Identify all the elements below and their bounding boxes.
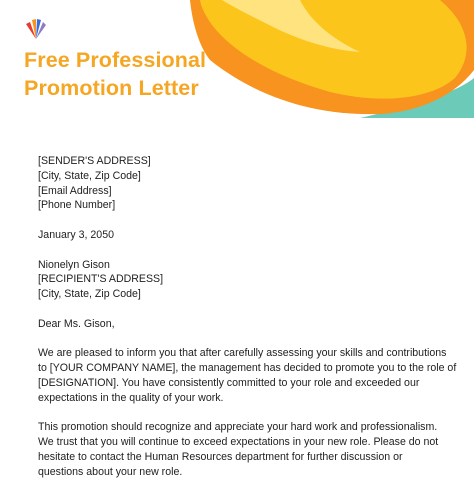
paragraph-1-line-1: We are pleased to inform you that after carefully assessing your skills and contributions <box>38 347 447 360</box>
sender-email: [Email Address] <box>38 184 112 197</box>
paragraph-2-line-1: This promotion should recognize and appreciate your hard work and professionalism. <box>38 421 438 434</box>
paragraph-2 <box>38 420 458 479</box>
sender-address-block <box>38 154 458 213</box>
letter-date <box>38 228 458 243</box>
paragraph-2-line-3: hesitate to contact the Human Resources department for further discussion or <box>38 450 403 463</box>
fan-logo-icon <box>24 18 48 40</box>
title-line-2: Promotion Letter <box>24 76 199 100</box>
page-title <box>24 46 206 102</box>
paragraph-2-line-4: questions about your new role. <box>38 465 183 478</box>
paragraph-1-line-3: [DESIGNATION]. You have consistently committed to your role and exceeded our <box>38 376 420 389</box>
salutation <box>38 317 458 332</box>
date-text: January 3, 2050 <box>38 228 114 241</box>
recipient-name: Nionelyn Gison <box>38 258 110 271</box>
salutation-text: Dear Ms. Gison, <box>38 317 115 330</box>
letter-body <box>38 154 458 494</box>
sender-address: [SENDER'S ADDRESS] <box>38 155 151 167</box>
recipient-address: [RECIPIENT'S ADDRESS] <box>38 273 164 286</box>
paragraph-1-line-4: expectations in the quality of your work. <box>38 391 224 404</box>
yellow-wave <box>200 0 467 99</box>
paragraph-2-line-2: We trust that you will continue to exceed expectations in your new role. Please do not <box>38 436 439 449</box>
recipient-city-state-zip: [City, State, Zip Code] <box>38 288 141 301</box>
title-line-1: Free Professional <box>24 48 207 72</box>
sender-phone: [Phone Number] <box>38 199 116 212</box>
paragraph-1-line-2: to [YOUR COMPANY NAME], the management has decided to promote you to the role of <box>38 362 457 375</box>
recipient-address-block <box>38 258 458 302</box>
sender-city-state-zip: [City, State, Zip Code] <box>38 169 141 182</box>
paragraph-1 <box>38 346 458 405</box>
